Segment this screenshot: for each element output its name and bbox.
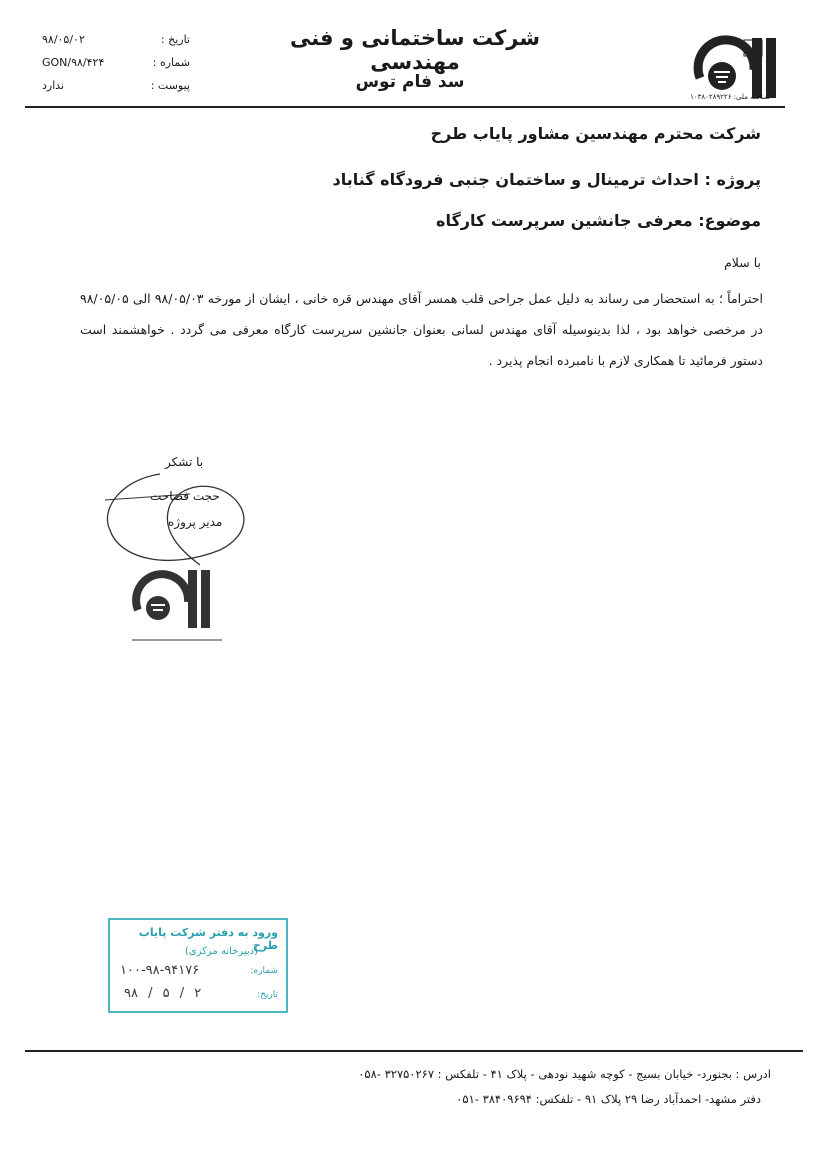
signature-thanks: با تشکر <box>165 455 204 469</box>
stamp-number-value: ۱۰۰-۹۸-۹۴۱۷۶ <box>120 963 200 978</box>
number-label: شماره : <box>152 56 190 69</box>
attachment-value: ندارد <box>42 79 65 92</box>
greeting: با سلام <box>724 255 761 270</box>
attachment-label: پیوست : <box>150 79 190 92</box>
stamp-title: ورود به دفتر شرکت پایاب طرح <box>138 926 278 952</box>
signer-name: حجت فصاحت <box>150 489 220 503</box>
footer-address-mashhad: دفتر مشهد- احمدآباد رضا ۲۹ پلاک ۹۱ - تلفکس: ۳۸۴۰۹۶۹۴ -۰۵۱ <box>456 1092 761 1106</box>
stamp-date-label: تاریخ: <box>257 990 278 1000</box>
project-line: پروژه : احداث ترمینال و ساختمان جنبی فرودگاه گناباد <box>332 170 761 189</box>
attachment-row <box>40 74 190 97</box>
header-divider <box>25 106 785 108</box>
letter-body: احتراماً ؛ به استحضار می رساند به دلیل عمل جراحی قلب همسر آقای مهندس قره خانی ، ایشان از مورخه ۹۸/۰۵/۰۳ الی ۹۸/۰۵/۰۵ در مرخصی خواهد بود ، لذا بدینوسیله آقای مهندس لسانی بعنوان جانشین سرپرست کارگاه معرفی می گردد . خواهشمند است دستور فرمائید تا همکاری لازم با نامبرده انجام پذیرد . <box>80 291 763 368</box>
number-value: GON/۹۸/۴۲۴ <box>42 56 105 69</box>
company-subtitle: سد فام توس <box>355 72 465 92</box>
date-value: ۹۸/۰۵/۰۲ <box>42 33 85 46</box>
stamp-number-label: شماره: <box>250 966 278 976</box>
footer-divider <box>25 1050 803 1052</box>
company-name: شرکت ساختمانی و فنی مهندسی <box>289 26 541 74</box>
date-row <box>40 28 190 51</box>
inbound-registration-stamp <box>108 918 288 1013</box>
stamp-subtitle: (دبیرخانه مرکزی) <box>184 946 258 957</box>
company-seal <box>130 548 225 648</box>
letter-meta <box>40 28 190 97</box>
signer-title: مدیر پروژه <box>168 515 223 529</box>
date-label: تاریخ : <box>160 33 190 46</box>
logo-national-id: شناسه ملی: ۱۰۳۸۰۲۸۹۲۲۶ <box>690 93 770 101</box>
footer-address-bojnurd: ادرس : بجنورد- خیابان بسیج - کوچه شهید نودهی - پلاک ۴۱ - تلفکس : ۳۲۷۵۰۲۶۷ -۰۵۸ <box>358 1067 771 1081</box>
recipient: شرکت محترم مهندسین مشاور پایاب طرح <box>430 124 761 143</box>
subject-line: موضوع: معرفی جانشین سرپرست کارگاه <box>436 211 761 230</box>
number-row <box>40 51 190 74</box>
stamp-date-value: ۹۸ / ۵ / ۲ <box>124 986 202 1001</box>
